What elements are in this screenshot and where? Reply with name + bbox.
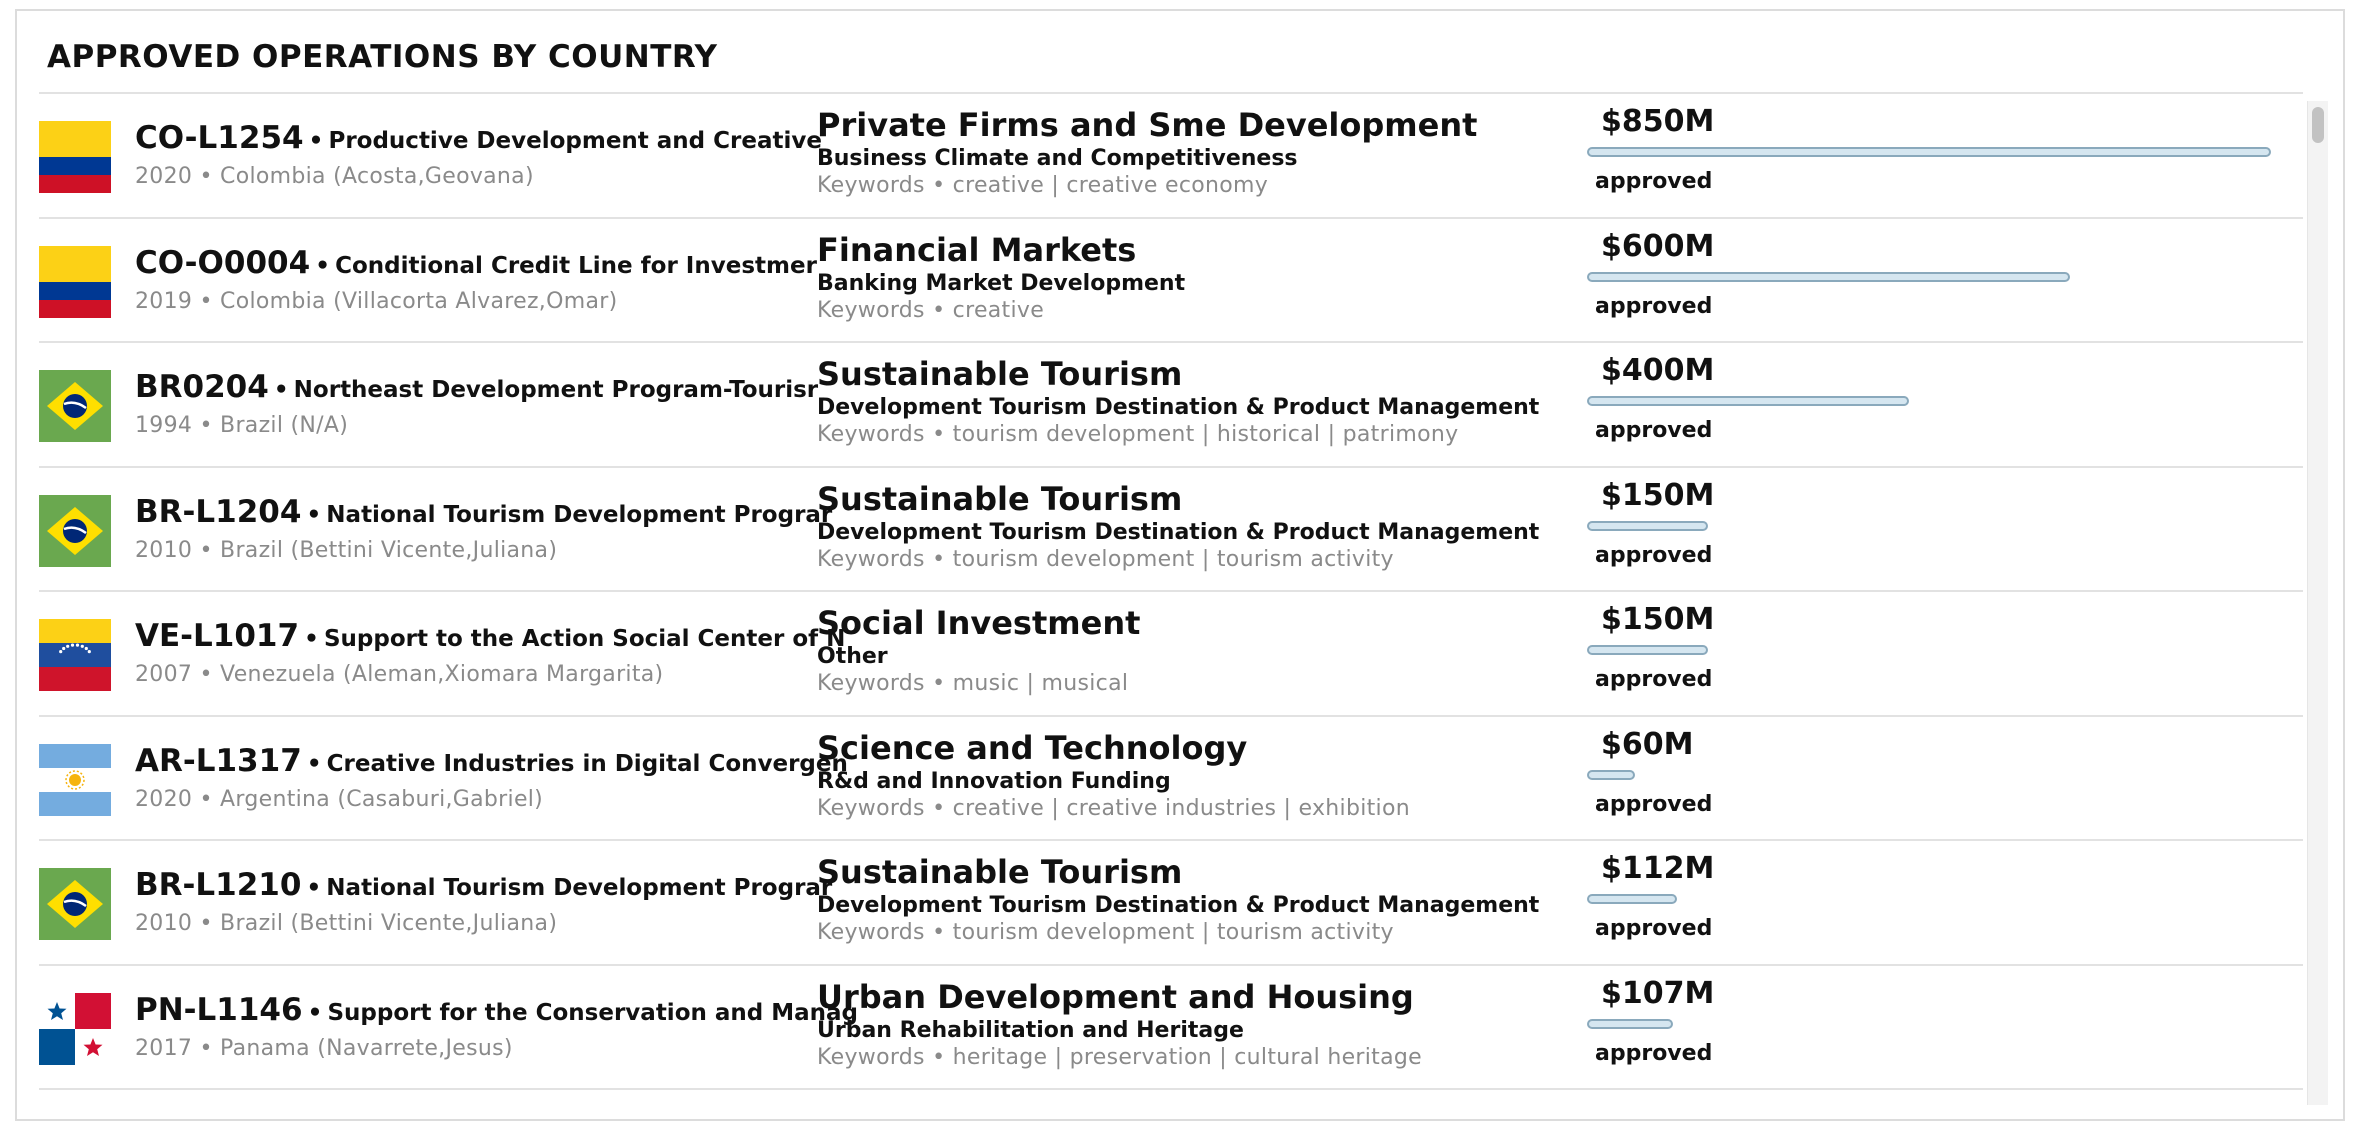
operation-meta: 2020 • Argentina (Casaburi,Gabriel) — [135, 786, 544, 812]
operation-status: approved — [1595, 293, 1713, 319]
title-separator: • — [306, 875, 322, 901]
operation-title[interactable]: Support for the Conservation and Manag — [327, 999, 859, 1026]
operations-list[interactable] — [39, 92, 2303, 1110]
operation-sector: Private Firms and Sme Development — [817, 106, 1478, 144]
operation-keywords: Keywords • creative | creative economy — [817, 173, 1269, 198]
operation-identity — [135, 991, 859, 1061]
operation-amount-block — [1587, 851, 2287, 941]
operation-meta: 1994 • Brazil (N/A) — [135, 413, 349, 438]
operation-row-br-l1210[interactable] — [39, 841, 2303, 966]
operation-title[interactable]: National Tourism Development Prograr — [326, 875, 833, 901]
amount-bar-track — [1587, 1019, 2271, 1029]
operation-status: approved — [1595, 1040, 1713, 1066]
amount-bar-track — [1587, 770, 2271, 780]
operation-meta: 2007 • Venezuela (Aleman,Xiomara Margarita) — [135, 662, 664, 687]
operation-sector: Social Investment — [817, 604, 1141, 642]
operation-keywords: Keywords • creative — [817, 297, 1045, 323]
amount-bar-fill — [1587, 1019, 1673, 1029]
approved-amount: $150M — [1601, 477, 1715, 513]
operation-code[interactable]: AR-L1317 — [135, 742, 302, 779]
amount-bar-track — [1587, 396, 2271, 406]
operation-code[interactable]: BR0204 — [135, 369, 269, 405]
operation-amount-block — [1587, 602, 2287, 692]
amount-bar-fill — [1587, 521, 1708, 531]
operation-keywords: Keywords • creative | creative industries | exhibition — [817, 795, 1410, 821]
operation-identity — [135, 867, 833, 936]
operation-amount-block — [1587, 478, 2287, 568]
operation-identity — [135, 493, 833, 563]
operation-status: approved — [1595, 667, 1713, 692]
operation-identity — [135, 742, 848, 812]
scrollbar-thumb[interactable] — [2312, 107, 2324, 143]
title-separator: • — [307, 999, 323, 1026]
operation-code[interactable]: BR-L1204 — [135, 493, 302, 530]
operation-title[interactable]: Conditional Credit Line for Investmer — [335, 252, 817, 279]
operation-row-ar-l1317[interactable] — [39, 717, 2303, 842]
operation-amount-block — [1587, 104, 2287, 194]
title-separator: • — [308, 128, 324, 154]
operation-subsector: Business Climate and Competitiveness — [817, 146, 1298, 171]
operation-subsector: Banking Market Development — [817, 270, 1186, 296]
argentina-flag-icon — [39, 744, 111, 816]
brazil-flag-icon — [39, 370, 111, 442]
approved-amount: $400M — [1601, 353, 1715, 388]
operation-sector: Sustainable Tourism — [817, 479, 1183, 518]
operation-sector-block — [817, 604, 1577, 696]
operation-keywords: Keywords • music | musical — [817, 671, 1129, 696]
venezuela-flag-icon — [39, 619, 111, 691]
operation-sector-block — [817, 978, 1577, 1070]
operation-amount-block — [1587, 727, 2287, 817]
operation-amount-block — [1587, 976, 2287, 1066]
operation-title[interactable]: National Tourism Development Prograr — [326, 501, 833, 528]
approved-amount: $600M — [1601, 228, 1715, 264]
approved-amount: $150M — [1601, 602, 1715, 637]
operation-title[interactable]: Northeast Development Program-Tourisr — [293, 377, 819, 403]
operation-sector: Sustainable Tourism — [817, 853, 1183, 891]
approved-amount: $107M — [1601, 975, 1715, 1011]
operation-sector-block — [817, 355, 1577, 447]
operation-row-co-l1254[interactable] — [39, 94, 2303, 219]
operation-title[interactable]: Creative Industries in Digital Convergen — [326, 750, 848, 777]
operation-sector: Urban Development and Housing — [817, 977, 1414, 1016]
panama-flag-icon — [39, 993, 111, 1065]
operation-identity — [135, 369, 819, 438]
operation-code[interactable]: PN-L1146 — [135, 991, 303, 1028]
operation-sector-block — [817, 853, 1577, 945]
amount-bar-fill — [1587, 894, 1677, 904]
list-scrollbar[interactable] — [2307, 101, 2328, 1105]
operation-amount-block — [1587, 229, 2287, 319]
operation-subsector: R&d and Innovation Funding — [817, 768, 1171, 794]
operation-subsector: Urban Rehabilitation and Heritage — [817, 1017, 1244, 1043]
operation-status: approved — [1595, 916, 1713, 941]
operation-title[interactable]: Support to the Action Social Center of N — [323, 626, 846, 652]
amount-bar-track — [1587, 894, 2271, 904]
operation-identity — [135, 244, 817, 314]
panel-title: APPROVED OPERATIONS BY COUNTRY — [47, 39, 718, 75]
amount-bar-fill — [1587, 147, 2271, 157]
approved-amount: $112M — [1601, 851, 1715, 886]
title-separator: • — [306, 501, 322, 528]
operation-identity — [135, 120, 822, 189]
amount-bar-track — [1587, 521, 2271, 531]
operation-sector-block — [817, 106, 1577, 198]
operation-row-ve-l1017[interactable] — [39, 592, 2303, 717]
operation-code[interactable]: CO-O0004 — [135, 244, 311, 281]
operation-status: approved — [1595, 791, 1713, 817]
operation-keywords: Keywords • heritage | preservation | cultural heritage — [817, 1044, 1422, 1070]
amount-bar-fill — [1587, 645, 1708, 655]
operation-code[interactable]: BR-L1210 — [135, 867, 302, 903]
amount-bar-track — [1587, 147, 2271, 157]
amount-bar-fill — [1587, 272, 2070, 282]
title-separator: • — [306, 750, 322, 777]
operation-keywords: Keywords • tourism development | historical | patrimony — [817, 422, 1459, 447]
operation-sector-block — [817, 729, 1577, 821]
operation-keywords: Keywords • tourism development | tourism activity — [817, 546, 1394, 572]
operation-row-co-o0004[interactable] — [39, 219, 2303, 344]
brazil-flag-icon — [39, 495, 111, 567]
operation-row-br-l1204[interactable] — [39, 468, 2303, 593]
approved-amount: $60M — [1601, 726, 1694, 762]
operation-sector: Financial Markets — [817, 230, 1137, 269]
amount-bar-fill — [1587, 770, 1635, 780]
operations-panel — [15, 9, 2345, 1121]
operation-sector-block — [817, 231, 1577, 323]
operation-code[interactable]: VE-L1017 — [135, 618, 300, 654]
operation-sector: Science and Technology — [817, 728, 1248, 767]
operation-title[interactable]: Productive Development and Creative — [328, 128, 822, 154]
title-separator: • — [273, 377, 289, 403]
operation-amount-block — [1587, 353, 2287, 443]
operation-identity — [135, 618, 846, 687]
operation-meta: 2010 • Brazil (Bettini Vicente,Juliana) — [135, 911, 558, 936]
operation-sector-block — [817, 480, 1577, 572]
title-separator: • — [315, 252, 330, 279]
operation-meta: 2017 • Panama (Navarrete,Jesus) — [135, 1035, 513, 1061]
operation-row-br0204[interactable] — [39, 343, 2303, 468]
operation-meta: 2019 • Colombia (Villacorta Alvarez,Omar) — [135, 288, 618, 314]
operation-row-pn-l1146[interactable] — [39, 966, 2303, 1091]
operation-status: approved — [1595, 542, 1713, 568]
amount-bar-track — [1587, 272, 2271, 282]
operation-subsector: Development Tourism Destination & Product Management — [817, 893, 1540, 918]
operation-meta: 2010 • Brazil (Bettini Vicente,Juliana) — [135, 537, 558, 563]
colombia-flag-icon — [39, 246, 111, 318]
title-separator: • — [304, 626, 319, 652]
operation-subsector: Other — [817, 644, 888, 669]
operation-status: approved — [1595, 418, 1713, 443]
operation-code[interactable]: CO-L1254 — [135, 120, 304, 156]
colombia-flag-icon — [39, 121, 111, 193]
amount-bar-fill — [1587, 396, 1909, 406]
brazil-flag-icon — [39, 868, 111, 940]
operation-sector: Sustainable Tourism — [817, 355, 1183, 393]
operation-keywords: Keywords • tourism development | tourism activity — [817, 920, 1394, 945]
operation-meta: 2020 • Colombia (Acosta,Geovana) — [135, 164, 534, 189]
operation-subsector: Development Tourism Destination & Product Management — [817, 519, 1540, 545]
operation-status: approved — [1595, 169, 1713, 194]
approved-amount: $850M — [1601, 104, 1715, 139]
amount-bar-track — [1587, 645, 2271, 655]
operation-subsector: Development Tourism Destination & Product Management — [817, 395, 1540, 420]
